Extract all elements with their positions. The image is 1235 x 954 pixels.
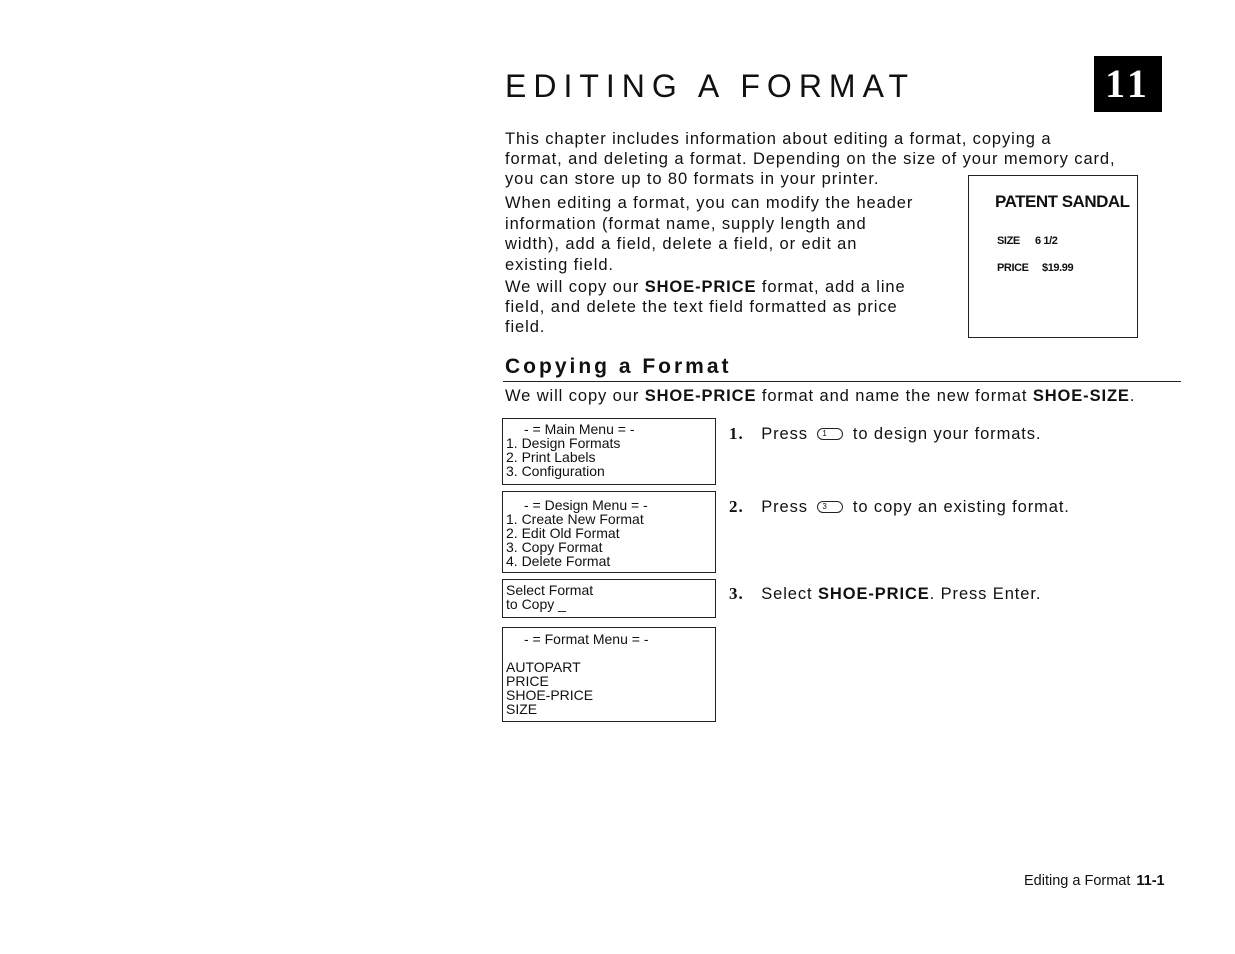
editing-paragraph [505, 193, 913, 275]
section-intro-text: We will copy our [505, 387, 645, 405]
prompt-line: to Copy _ [506, 596, 566, 612]
editing-line: When editing a format, you can modify the header [505, 194, 914, 212]
label-size-caption: SIZE [997, 235, 1020, 247]
page-number: 11-1 [1136, 873, 1165, 889]
editing-line: width), add a field, delete a field, or edit an [505, 235, 858, 253]
label-size-value: 6 1/2 [1035, 235, 1058, 247]
menu-item: 1. Design Formats [506, 435, 621, 451]
copy-line-text: format, add a line [756, 278, 906, 296]
menu-item: 3. Configuration [506, 463, 605, 479]
format-menu-header: - = Format Menu = - [524, 631, 649, 647]
copy-line: field, and delete the text field formatted as price [505, 298, 898, 316]
chapter-number-badge: 11 [1094, 56, 1162, 112]
step-3 [729, 584, 1041, 604]
menu-item: 1. Create New Format [506, 511, 644, 527]
section-divider [503, 381, 1181, 382]
section-intro-text: . [1129, 387, 1136, 405]
step-number: 3. [729, 584, 744, 603]
format-list-item: SHOE-PRICE [506, 687, 594, 703]
step-number: 2. [729, 497, 744, 516]
format-list-item: PRICE [506, 673, 549, 689]
key-1-icon: 1 [817, 428, 843, 440]
step-text: Press [761, 425, 808, 443]
intro-line: This chapter includes information about editing a format, copying a [505, 130, 1052, 148]
section-heading: Copying a Format [505, 355, 732, 378]
step-text: to design your formats. [852, 425, 1042, 443]
menu-item: 2. Print Labels [506, 449, 596, 465]
blank-line [506, 646, 715, 660]
intro-line: format, and deleting a format. Depending on the size of your memory card, [505, 150, 1116, 168]
step-text: Select [761, 585, 818, 603]
sample-label-preview [968, 175, 1138, 338]
footer-title: Editing a Format [1024, 873, 1131, 889]
copy-paragraph [505, 277, 906, 337]
step-2 [729, 497, 1070, 517]
new-format-name-bold: SHOE-SIZE [1032, 387, 1130, 405]
editing-line: existing field. [505, 255, 614, 274]
label-title: PATENT SANDAL [995, 192, 1130, 211]
label-price-value: $19.99 [1042, 262, 1074, 274]
copy-line: field. [505, 318, 546, 336]
page-footer [1024, 873, 1165, 889]
prompt-line: Select Format [506, 582, 594, 598]
key-3-icon: 3 [817, 501, 843, 513]
step-number: 1. [729, 424, 744, 443]
label-price-caption: PRICE [997, 262, 1029, 274]
copy-line [505, 277, 906, 297]
copy-line-text: We will copy our [505, 278, 645, 296]
format-list-item: AUTOPART [506, 659, 581, 675]
step-text: to copy an existing format. [852, 498, 1070, 516]
format-menu-screen [502, 627, 716, 722]
step-1 [729, 424, 1041, 444]
main-menu-header: - = Main Menu = - [524, 421, 635, 437]
page-title: EDITING A FORMAT [505, 68, 916, 104]
format-list-item: SIZE [506, 701, 538, 717]
main-menu-screen [502, 418, 716, 485]
format-name-bold: SHOE-PRICE [644, 387, 757, 405]
design-menu-screen [502, 491, 716, 573]
design-menu-header: - = Design Menu = - [524, 497, 648, 513]
format-name-bold: SHOE-PRICE [817, 585, 930, 603]
section-intro-text: format and name the new format [756, 387, 1033, 405]
menu-item: 4. Delete Format [506, 553, 611, 569]
menu-item: 3. Copy Format [506, 539, 603, 555]
step-text: Press [761, 498, 808, 516]
editing-line: information (format name, supply length and [505, 214, 867, 233]
format-name-bold: SHOE-PRICE [644, 278, 757, 296]
menu-item: 2. Edit Old Format [506, 525, 620, 541]
select-format-screen [502, 579, 716, 618]
section-intro [505, 386, 1135, 406]
step-text: . Press Enter. [929, 585, 1042, 603]
intro-line: you can store up to 80 formats in your printer. [505, 170, 880, 188]
